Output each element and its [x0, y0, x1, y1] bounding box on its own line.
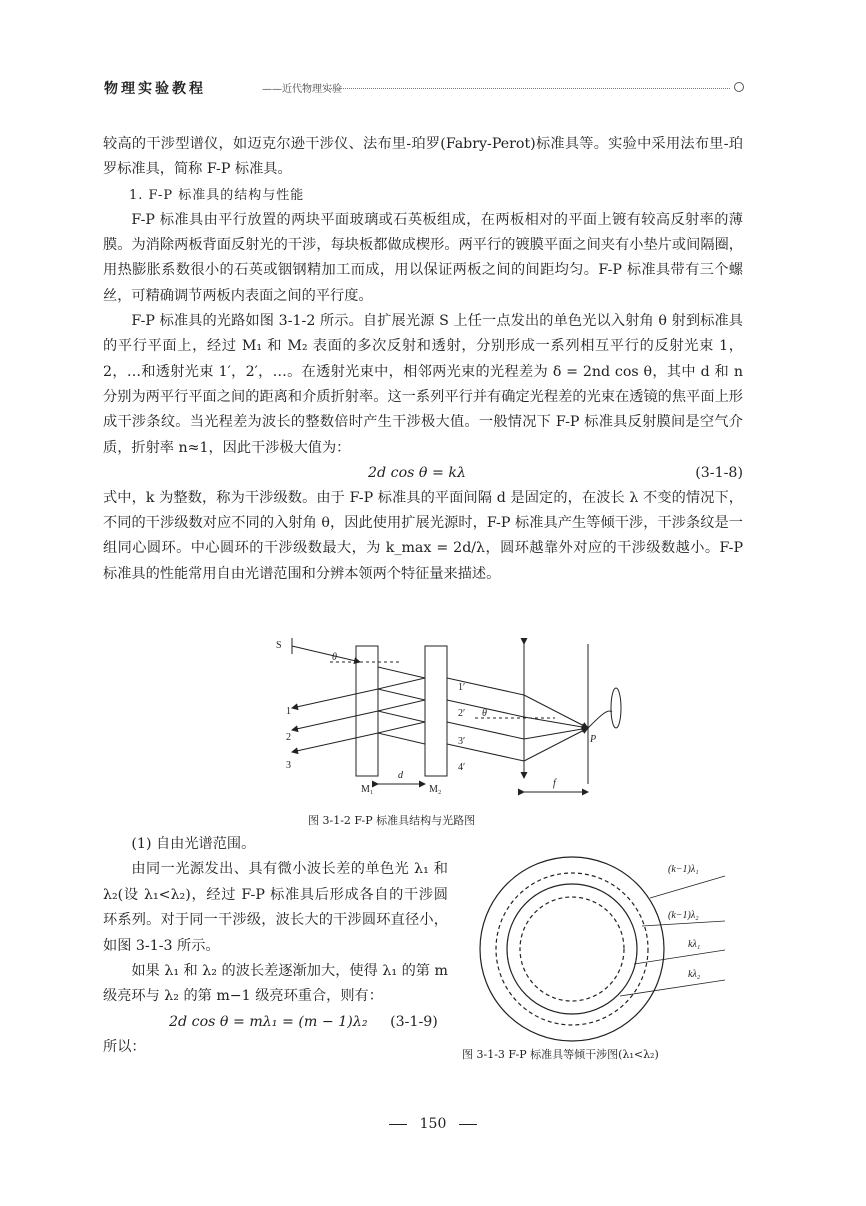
label-transmitted-3: 3′ — [458, 736, 466, 747]
paragraph-6: 如果 λ₁ 和 λ₂ 的波长差逐渐加大，使得 λ₁ 的第 m 级亮环与 λ₂ 的第 m−1 级亮环重合，则有： — [103, 963, 448, 1005]
ring-label-k-1-lambda2: (k−1)λ₂ — [668, 910, 699, 921]
label-theta-2: θ — [482, 708, 487, 719]
label-M1: M₁ — [361, 784, 374, 795]
page-header — [104, 76, 744, 102]
interference-rings-figure — [460, 846, 740, 1046]
header-circle-icon — [734, 82, 744, 92]
label-f: f — [553, 778, 556, 789]
left-column-text — [103, 832, 448, 1061]
equation-3-1-9 — [103, 1010, 448, 1035]
header-dotted-rule — [324, 88, 730, 89]
figure-3-1-3-caption: 图 3-1-3 F-P 标准具等倾干涉图(λ₁<λ₂) — [462, 1048, 659, 1061]
paragraph-7: 所以： — [103, 1039, 146, 1056]
ring-label-k-lambda1: kλ₁ — [688, 939, 701, 950]
label-d: d — [398, 770, 403, 781]
ring-label-k-1-lambda1: (k−1)λ₁ — [668, 864, 699, 875]
label-transmitted-1: 1′ — [458, 682, 466, 693]
fp-optical-path-figure — [270, 636, 630, 816]
label-transmitted-4: 4′ — [458, 762, 466, 773]
label-reflected-2: 2 — [286, 732, 291, 743]
paragraph-1: 较高的干涉型谱仪，如迈克尔逊干涉仪、法布里-珀罗(Fabry-Perot)标准具等。实验中采用法布里-珀罗标准具，简称 F-P 标准具。 — [103, 136, 743, 178]
label-P: P — [590, 734, 597, 745]
page-number — [0, 1116, 866, 1132]
equation-number: (3-1-9) — [390, 1013, 438, 1030]
page-number-dash-right — [459, 1124, 477, 1125]
paragraph-3: F-P 标准具的光路如图 3-1-2 所示。自扩展光源 S 上任一点发出的单色光以入射角 θ 射到标准具的平行平面上，经过 M₁ 和 M₂ 表面的多次反射和透射，分别形成一系列相互平行的反射光束 1，2，…和透射光束 1′，2′，…。在透射光束中，相邻两光束的光程差为 δ = 2nd cos θ，其中 d 和 n 分别为两平行平面之间的距离和介质折射率。这一系列平行并有确定光程差的光束在透镜的焦平面上形成干涉条纹。当光程差为波长的整数倍时产生干涉极大值。一般情况下 F-P 标准具反射膜间是空气介质，折射率 n≈1，因此干涉极大值为： — [103, 313, 743, 456]
book-subtitle: ——近代物理实验 — [262, 84, 342, 95]
paragraph-5: 由同一光源发出、具有微小波长差的单色光 λ₁ 和 λ₂(设 λ₁<λ₂)，经过 F-P 标准具后形成各自的干涉圆环系列。对于同一干涉级，波长大的干涉圆环直径小，如图 3-1-3 所示。 — [103, 861, 448, 954]
equation-content: 2d cos θ = mλ₁ = (m − 1)λ₂ — [169, 1013, 368, 1030]
book-title: 物理实验教程 — [104, 81, 206, 97]
paragraph-4: 式中，k 为整数，称为干涉级数。由于 F-P 标准具的平面间隔 d 是固定的，在波长 λ 不变的情况下，不同的干涉级数对应不同的入射角 θ，因此使用扩展光源时，F-P 标准具产生等倾干涉，干涉条纹是一组同心圆环。中心圆环的干涉级数最大，为 k_max = 2d/λ，圆环越靠外对应的干涉级数越小。F-P 标准具的性能常用自由光谱范围和分辨本领两个特征量来描述。 — [103, 489, 743, 582]
label-reflected-1: 1 — [286, 706, 291, 717]
label-M2: M₂ — [429, 784, 442, 795]
label-theta-1: θ — [332, 652, 337, 663]
page-number-dash-left — [389, 1124, 407, 1125]
section-heading-1: 1. F-P 标准具的结构与性能 — [129, 187, 305, 203]
equation-content: 2d cos θ = kλ — [368, 464, 466, 481]
label-transmitted-2: 2′ — [458, 708, 466, 719]
ring-label-k-lambda2: kλ₂ — [688, 969, 701, 980]
figure-3-1-2-caption: 图 3-1-2 F-P 标准具结构与光路图 — [308, 814, 476, 827]
label-reflected-3: 3 — [286, 760, 291, 771]
subheading-free-spectral-range: (1) 自由光谱范围。 — [131, 836, 256, 852]
label-S: S — [276, 640, 282, 651]
paragraph-2: F-P 标准具由平行放置的两块平面玻璃或石英板组成，在两板相对的平面上镀有较高反射率的薄膜。为消除两板背面反射光的干涉，每块板都做成楔形。两平行的镀膜平面之间夹有小垫片或间隔圈，用热膨胀系数很小的石英或铟钢精加工而成，用以保证两板之间的间距均匀。F-P 标准具带有三个螺丝，可精确调节两板内表面之间的平行度。 — [103, 211, 743, 304]
main-text — [103, 132, 743, 587]
page-number-value: 150 — [419, 1116, 447, 1132]
equation-3-1-8 — [103, 461, 743, 486]
equation-number: (3-1-8) — [695, 464, 743, 481]
